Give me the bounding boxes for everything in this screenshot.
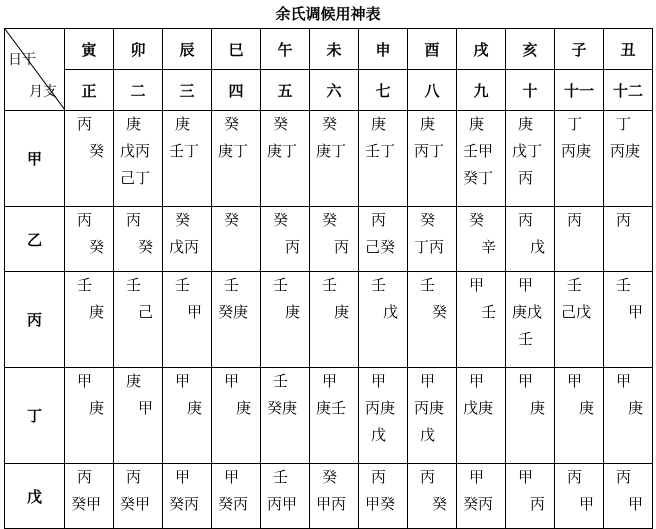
cell-line: 庚: [236, 399, 252, 417]
table-cell: [310, 111, 359, 207]
cell-line: 丙: [616, 211, 632, 229]
cell-line: 丙丁: [414, 142, 445, 160]
cell-line: 壬: [224, 276, 240, 294]
cell-line: 丙: [126, 211, 142, 229]
month-header: 八: [408, 70, 457, 111]
cell-line: 壬: [518, 330, 534, 348]
day-stem-cell: 丁: [5, 368, 65, 464]
table-cell: [457, 368, 506, 464]
table-cell: [457, 464, 506, 529]
cell-line: 庚: [371, 115, 387, 133]
cell-line: 丙: [420, 468, 436, 486]
cell-line: 甲: [138, 399, 154, 417]
table-title: 余氏调候用神表: [275, 5, 381, 23]
cell-line: 戊丙: [120, 142, 151, 160]
branch-header: 卯: [114, 29, 163, 70]
cell-line: 壬: [273, 276, 289, 294]
cell-line: 壬: [273, 372, 289, 390]
cell-line: 甲: [567, 372, 583, 390]
cell-line: 丙: [126, 468, 142, 486]
day-stem-cell: 戊: [5, 464, 65, 529]
table-cell: [212, 111, 261, 207]
cell-line: 壬丁: [365, 142, 396, 160]
table-cell: [163, 464, 212, 529]
table-cell: [212, 272, 261, 368]
cell-line: 戊: [371, 426, 387, 444]
cell-line: 癸: [432, 303, 448, 321]
cell-line: 癸丙: [463, 495, 494, 513]
table-cell: [212, 464, 261, 529]
cell-line: 甲: [518, 468, 534, 486]
cell-line: 庚: [89, 303, 105, 321]
day-stem-label: 日干: [8, 52, 36, 68]
month-header: 正: [65, 70, 114, 111]
cell-line: 甲: [77, 372, 93, 390]
cell-line: 壬: [273, 468, 289, 486]
table-cell: [114, 111, 163, 207]
cell-line: 庚: [628, 399, 644, 417]
cell-line: 壬: [371, 276, 387, 294]
branch-header: 午: [261, 29, 310, 70]
day-stem-cell: 乙: [5, 207, 65, 272]
table-cell: [261, 111, 310, 207]
table-cell: [555, 111, 604, 207]
month-header: 四: [212, 70, 261, 111]
cell-line: 甲: [175, 372, 191, 390]
month-header: 二: [114, 70, 163, 111]
cell-line: 癸丙: [218, 495, 249, 513]
cell-line: 丙: [334, 238, 350, 256]
table-row: [5, 368, 653, 464]
table-row: [5, 207, 653, 272]
day-stem-cell: 甲: [5, 111, 65, 207]
table-cell: [604, 464, 653, 529]
table-cell: [65, 368, 114, 464]
cell-line: 癸: [469, 211, 485, 229]
table-cell: [65, 111, 114, 207]
cell-line: 甲丙: [316, 495, 347, 513]
table-cell: [163, 272, 212, 368]
cell-line: 癸: [420, 211, 436, 229]
cell-line: 丁: [567, 115, 583, 133]
cell-line: 戊: [420, 426, 436, 444]
table-cell: [506, 111, 555, 207]
cell-line: 壬: [126, 276, 142, 294]
cell-line: 庚: [126, 372, 142, 390]
table-cell: [114, 464, 163, 529]
cell-line: 庚: [530, 399, 546, 417]
cell-line: 壬: [175, 276, 191, 294]
table-cell: [555, 368, 604, 464]
table-cell: [359, 368, 408, 464]
cell-line: 癸甲: [120, 495, 151, 513]
cell-line: 丙: [371, 468, 387, 486]
cell-line: 壬甲: [463, 142, 494, 160]
cell-line: 庚: [420, 115, 436, 133]
table-cell: [163, 111, 212, 207]
cell-line: 壬: [322, 276, 338, 294]
cell-line: 癸甲: [71, 495, 102, 513]
cell-line: 戊丁: [512, 142, 543, 160]
cell-line: 庚丁: [316, 142, 347, 160]
cell-line: 丙: [567, 211, 583, 229]
table-cell: [114, 207, 163, 272]
cell-line: 癸: [89, 142, 105, 160]
table-cell: [261, 207, 310, 272]
month-header: 十一: [555, 70, 604, 111]
branch-header: 子: [555, 29, 604, 70]
table-cell: [408, 464, 457, 529]
cell-line: 壬: [481, 303, 497, 321]
branch-header: 丑: [604, 29, 653, 70]
branch-header: 酉: [408, 29, 457, 70]
table-cell: [163, 207, 212, 272]
table-cell: [408, 368, 457, 464]
table-cell: [604, 207, 653, 272]
day-stem-cell: 丙: [5, 272, 65, 368]
cell-line: 壬丁: [169, 142, 200, 160]
cell-line: 己: [138, 303, 154, 321]
table-cell: [310, 368, 359, 464]
cell-line: 庚: [187, 399, 203, 417]
cell-line: 庚: [469, 115, 485, 133]
cell-line: 甲: [420, 372, 436, 390]
cell-line: 丙: [371, 211, 387, 229]
table-cell: [506, 464, 555, 529]
table-cell: [506, 368, 555, 464]
cell-line: 庚: [175, 115, 191, 133]
cell-line: 甲: [175, 468, 191, 486]
cell-line: 庚丁: [267, 142, 298, 160]
cell-line: 甲: [187, 303, 203, 321]
month-header: 五: [261, 70, 310, 111]
table-cell: [359, 111, 408, 207]
cell-line: 丙: [518, 211, 534, 229]
cell-line: 己戊: [561, 303, 592, 321]
cell-line: 庚: [126, 115, 142, 133]
branch-header: 申: [359, 29, 408, 70]
cell-line: 癸庚: [267, 399, 298, 417]
cell-line: 癸庚: [218, 303, 249, 321]
table-cell: [212, 368, 261, 464]
table-cell: [212, 207, 261, 272]
cell-line: 丙: [518, 169, 534, 187]
table-cell: [359, 464, 408, 529]
table-cell: [408, 111, 457, 207]
cell-line: 丁丙: [414, 238, 445, 256]
branch-header: 戌: [457, 29, 506, 70]
branch-header: 未: [310, 29, 359, 70]
table-cell: [65, 207, 114, 272]
cell-line: 庚丁: [218, 142, 249, 160]
table-cell: [457, 272, 506, 368]
cell-line: 甲: [469, 372, 485, 390]
cell-line: 辛: [481, 238, 497, 256]
cell-line: 庚: [334, 303, 350, 321]
month-header-row: [5, 70, 653, 111]
month-header: 三: [163, 70, 212, 111]
cell-line: 癸: [322, 211, 338, 229]
cell-line: 甲: [322, 372, 338, 390]
table-cell: [604, 272, 653, 368]
table-cell: [359, 207, 408, 272]
table-cell: [506, 272, 555, 368]
cell-line: 丙: [616, 468, 632, 486]
table-cell: [163, 368, 212, 464]
branch-header: 巳: [212, 29, 261, 70]
table-cell: [457, 207, 506, 272]
cell-line: 癸: [273, 115, 289, 133]
table-cell: [261, 272, 310, 368]
cell-line: 丙庚: [561, 142, 592, 160]
cell-line: 癸: [175, 211, 191, 229]
table-cell: [310, 207, 359, 272]
corner-cell: [5, 29, 65, 111]
cell-line: 甲: [518, 276, 534, 294]
table-row: [5, 111, 653, 207]
cell-line: 丙: [77, 468, 93, 486]
table-cell: [555, 272, 604, 368]
table-cell: [604, 368, 653, 464]
cell-line: 庚: [285, 303, 301, 321]
cell-line: 癸: [89, 238, 105, 256]
cell-line: 甲: [469, 276, 485, 294]
cell-line: 己癸: [365, 238, 396, 256]
cell-line: 癸: [224, 115, 240, 133]
table-cell: [261, 368, 310, 464]
cell-line: 甲: [224, 372, 240, 390]
table-cell: [65, 272, 114, 368]
table-cell: [506, 207, 555, 272]
cell-line: 庚: [518, 115, 534, 133]
cell-line: 癸: [138, 238, 154, 256]
cell-line: 甲: [371, 372, 387, 390]
cell-line: 甲: [616, 372, 632, 390]
month-header: 十二: [604, 70, 653, 111]
cell-line: 癸: [322, 115, 338, 133]
table-cell: [261, 464, 310, 529]
cell-line: 甲: [628, 303, 644, 321]
cell-line: 丙: [285, 238, 301, 256]
cell-line: 丙: [77, 115, 93, 133]
table-cell: [555, 464, 604, 529]
cell-line: 戊丙: [169, 238, 200, 256]
cell-line: 壬: [420, 276, 436, 294]
cell-line: 癸: [224, 211, 240, 229]
cell-line: 丙庚: [414, 399, 445, 417]
cell-line: 癸: [322, 468, 338, 486]
table-cell: [114, 368, 163, 464]
cell-line: 丙庚: [610, 142, 641, 160]
cell-line: 甲: [469, 468, 485, 486]
month-header: 十: [506, 70, 555, 111]
cell-line: 庚壬: [316, 399, 347, 417]
cell-line: 庚: [89, 399, 105, 417]
cell-line: 甲: [628, 495, 644, 513]
month-header: 七: [359, 70, 408, 111]
table-cell: [310, 272, 359, 368]
branch-header-row: [5, 29, 653, 70]
table-cell: [408, 207, 457, 272]
cell-line: 甲: [518, 372, 534, 390]
cell-line: 戊: [383, 303, 399, 321]
table-row: [5, 464, 653, 529]
cell-line: 壬: [567, 276, 583, 294]
table-cell: [457, 111, 506, 207]
cell-line: 丙: [567, 468, 583, 486]
table-cell: [114, 272, 163, 368]
cell-line: 丙: [77, 211, 93, 229]
branch-header: 亥: [506, 29, 555, 70]
cell-line: 己丁: [120, 169, 151, 187]
cell-line: 戊庚: [463, 399, 494, 417]
table-cell: [310, 464, 359, 529]
table-cell: [65, 464, 114, 529]
tiaohou-table: [4, 28, 653, 529]
table-cell: [408, 272, 457, 368]
branch-header: 寅: [65, 29, 114, 70]
cell-line: 戊: [530, 238, 546, 256]
table-cell: [359, 272, 408, 368]
cell-line: 壬: [77, 276, 93, 294]
cell-line: 甲: [224, 468, 240, 486]
cell-line: 庚: [579, 399, 595, 417]
table-row: [5, 272, 653, 368]
cell-line: 癸丙: [169, 495, 200, 513]
cell-line: 癸: [273, 211, 289, 229]
cell-line: 丙甲: [267, 495, 298, 513]
cell-line: 甲癸: [365, 495, 396, 513]
cell-line: 甲: [579, 495, 595, 513]
cell-line: 癸: [432, 495, 448, 513]
cell-line: 丁: [616, 115, 632, 133]
month-header: 六: [310, 70, 359, 111]
table-cell: [555, 207, 604, 272]
branch-header: 辰: [163, 29, 212, 70]
month-header: 九: [457, 70, 506, 111]
cell-line: 癸丁: [463, 169, 494, 187]
cell-line: 丙庚: [365, 399, 396, 417]
table-cell: [604, 111, 653, 207]
cell-line: 壬: [616, 276, 632, 294]
cell-line: 丙: [530, 495, 546, 513]
month-branch-label: 月支: [29, 84, 57, 100]
cell-line: 庚戊: [512, 303, 543, 321]
